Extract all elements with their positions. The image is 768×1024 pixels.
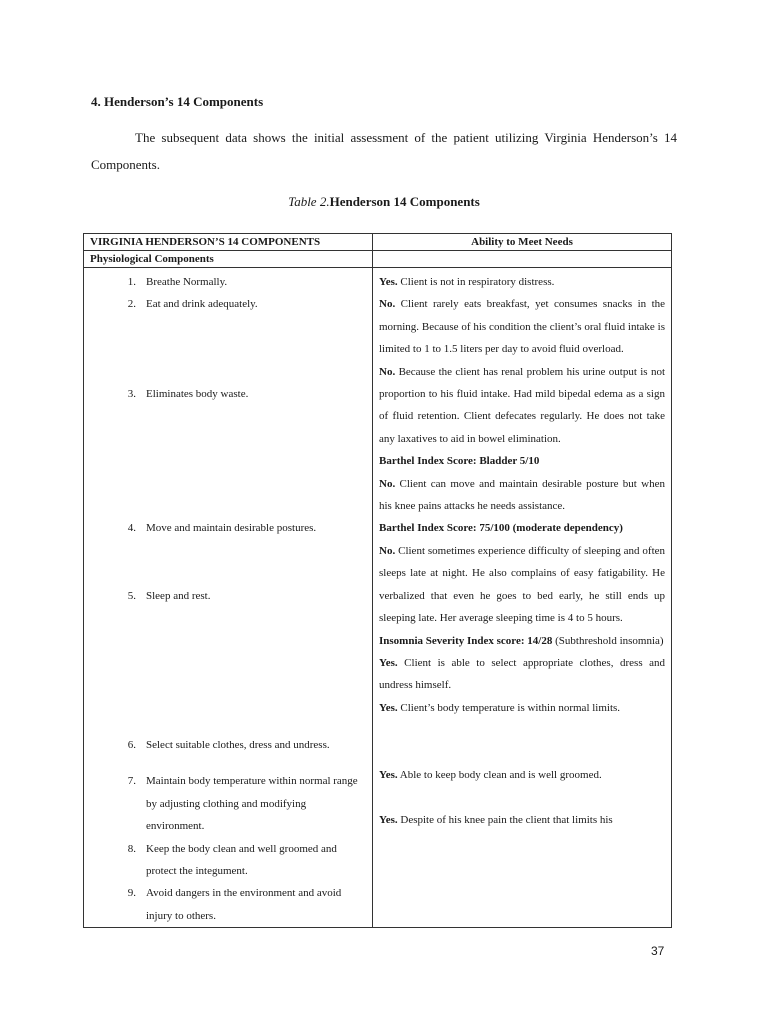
item-text: Maintain body temperature within normal range by adjusting clothing and modifying environment.: [146, 775, 358, 833]
list-item: [84, 882, 372, 927]
list-item: [84, 271, 372, 293]
item-text: Move and maintain desirable postures.: [146, 522, 317, 535]
list-item: [84, 517, 372, 539]
group-empty-cell: [373, 251, 672, 268]
item-number: 7.: [127, 775, 136, 788]
table-body-row: [84, 268, 672, 928]
answer-detail: Because the client has renal problem his urine output is not proportion to his fluid intake. Had mild bipedal edema as a sign of fluid retention. Client defecates regularly. He does not take any laxatives to aid in bowel elimination.: [379, 365, 665, 445]
answer-detail: Client sometimes experience difficulty of sleeping and often sleeps late at night. He also complains of easy fatigability. He verbalized that even he goes to bed early, he still ends up sleeping late. Her average sleeping time is 4 to 5 hours.: [379, 544, 666, 625]
answer-detail: Client’s body temperature is within normal limits.: [397, 701, 621, 714]
answer-detail: Client is not in respiratory distress.: [400, 276, 555, 288]
item-number: 3.: [127, 387, 136, 400]
list-item: [84, 838, 372, 883]
henderson-table: [83, 233, 672, 928]
response-2: [373, 293, 671, 360]
item-number: 9.: [127, 887, 136, 900]
response-8: [373, 764, 671, 786]
item-text: Eat and drink adequately.: [146, 298, 258, 311]
response-9: [373, 809, 671, 831]
answer-label: No.: [379, 477, 396, 490]
list-item: [84, 383, 372, 405]
item-text: Breathe Normally.: [146, 276, 228, 288]
answer-detail: Despite of his knee pain the client that limits his: [400, 813, 613, 826]
list-item: [84, 770, 372, 837]
group-row: [84, 251, 672, 268]
response-6: [373, 652, 671, 697]
item-text: Avoid dangers in the environment and avoid injury to others.: [146, 887, 342, 922]
item-text: Eliminates body waste.: [146, 387, 249, 400]
answer-label: Yes.: [379, 276, 398, 288]
section-title: 4. Henderson’s 14 Components: [91, 94, 264, 109]
answer-detail: Client rarely eats breakfast, yet consumes snacks in the morning. Because of his condition the client’s oral fluid intake is limited to 1 to 1.5 liters per day to avoid fluid overload.: [379, 298, 666, 356]
response-3: [373, 361, 671, 451]
intro-paragraph: The subsequent data shows the initial assessment of the patient utilizing Virginia Henderson’s 14 Components.: [91, 130, 677, 172]
item-number: 8.: [127, 842, 136, 855]
item-number: 1.: [127, 276, 136, 288]
table-caption: [0, 194, 768, 210]
response-1: [373, 271, 671, 293]
caption-title: Henderson 14 Components: [329, 194, 480, 209]
answer-label: No.: [379, 544, 396, 557]
answer-label: No.: [379, 298, 396, 311]
insomnia-score: [373, 630, 671, 652]
components-column: [84, 268, 373, 928]
group-label: Physiological Components: [84, 251, 373, 268]
item-text: Select suitable clothes, dress and undress.: [146, 739, 330, 752]
list-item: [84, 585, 372, 607]
header-ability: Ability to Meet Needs: [373, 234, 672, 251]
page-number: 37: [651, 944, 665, 958]
answer-label: Yes.: [379, 656, 398, 669]
response-4: [373, 473, 671, 518]
list-item: [84, 734, 372, 756]
response-7: [373, 697, 671, 719]
response-5: [373, 540, 671, 630]
item-number: 4.: [127, 522, 136, 535]
caption-label: Table 2.: [288, 194, 330, 209]
item-text: Sleep and rest.: [146, 589, 211, 602]
item-text: Keep the body clean and well groomed and protect the integument.: [146, 842, 337, 878]
table-header-row: [84, 234, 672, 251]
ability-column: [373, 268, 672, 928]
item-number: 6.: [127, 739, 136, 752]
answer-label: Yes.: [379, 701, 398, 714]
answer-label: Yes.: [379, 813, 398, 826]
insomnia-score-note: (Subthreshold insomnia): [555, 634, 664, 647]
barthel-mobility-score: Barthel Index Score: 75/100 (moderate dependency): [379, 522, 623, 535]
answer-detail: Client can move and maintain desirable posture but when his knee pains attacks he needs assistance.: [379, 477, 666, 513]
item-number: 5.: [127, 589, 136, 602]
answer-detail: Able to keep body clean and is well groomed.: [399, 769, 602, 782]
answer-label: Yes.: [379, 769, 398, 782]
list-item: [84, 293, 372, 315]
insomnia-score-label: Insomnia Severity Index score: 14/28: [379, 634, 553, 647]
item-number: 2.: [127, 298, 136, 311]
answer-detail: Client is able to select appropriate clothes, dress and undress himself.: [379, 656, 666, 692]
answer-label: No.: [379, 365, 396, 378]
header-components: VIRGINIA HENDERSON’S 14 COMPONENTS: [84, 234, 373, 251]
barthel-bladder-score: Barthel Index Score: Bladder 5/10: [379, 455, 540, 468]
